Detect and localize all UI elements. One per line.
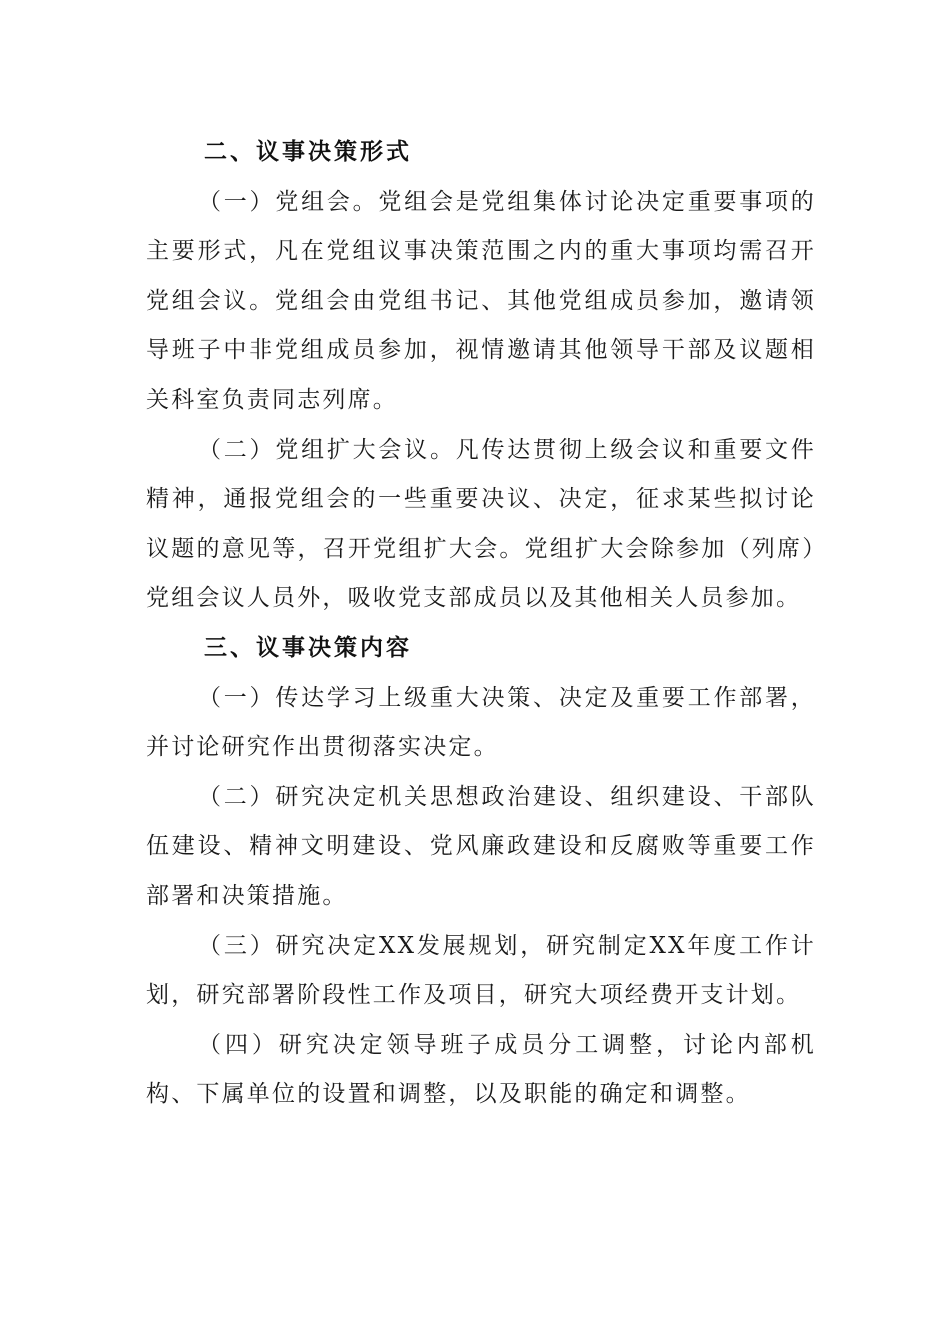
document-body — [146, 128, 816, 1120]
paragraph: （三）研究决定XX发展规划，研究制定XX年度工作计划，研究部署阶段性工作及项目，研究大项经费开支计划。 — [146, 932, 816, 1009]
section-heading: 二、议事决策形式 — [204, 139, 412, 165]
section-heading: 三、议事决策内容 — [204, 634, 412, 661]
paragraph: （四）研究决定领导班子成员分工调整，讨论内部机构、下属单位的设置和调整，以及职能的确定和调整。 — [146, 1031, 816, 1108]
paragraph: （一）党组会。党组会是党组集体讨论决定重要事项的主要形式，凡在党组议事决策范围之内的重大事项均需召开党组会议。党组会由党组书记、其他党组成员参加，邀请领导班子中非党组成员参加，视情邀请其他领导干部及议题相关科室负责同志列席。 — [146, 188, 816, 413]
paragraph: （一）传达学习上级重大决策、决定及重要工作部署，并讨论研究作出贯彻落实决定。 — [146, 684, 816, 761]
paragraph: （二）研究决定机关思想政治建设、组织建设、干部队伍建设、精神文明建设、党风廉政建设和反腐败等重要工作部署和决策措施。 — [146, 783, 816, 909]
paragraph: （二）党组扩大会议。凡传达贯彻上级会议和重要文件精神，通报党组会的一些重要决议、决定，征求某些拟讨论议题的意见等，召开党组扩大会。党组扩大会除参加（列席）党组会议人员外，吸收党支部成员以及其他相关人员参加。 — [146, 436, 816, 612]
